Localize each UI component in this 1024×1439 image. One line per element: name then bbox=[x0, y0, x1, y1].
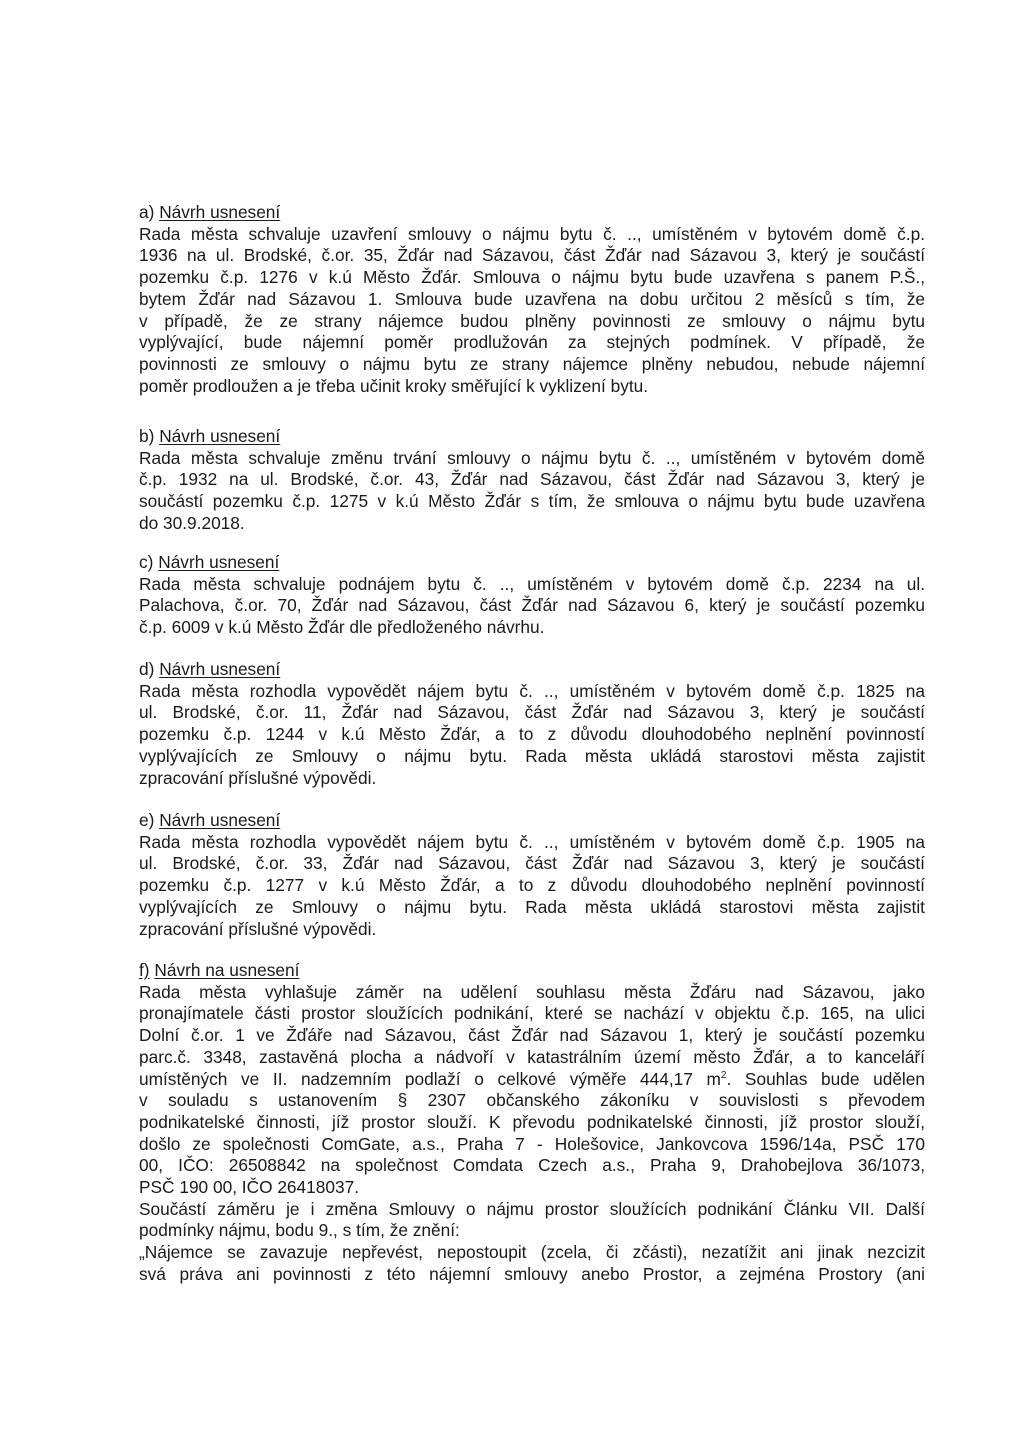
text-line: podnikatelské činnosti, jíž prostor slouží. K převodu podnikatelské činnosti, jíž prostor slouží, bbox=[139, 1111, 925, 1132]
text-line: v souladu s ustanovením § 2307 občanského zákoníku v souvislosti s převodem bbox=[139, 1090, 925, 1111]
text-line: Rada města schvaluje uzavření smlouvy o nájmu bytu č. .., umístěném v bytovém domě č.p. bbox=[139, 223, 925, 244]
text-line-area bbox=[139, 1069, 925, 1091]
resolution-text bbox=[139, 448, 925, 535]
resolution-text bbox=[139, 224, 925, 398]
resolution-text bbox=[139, 832, 925, 941]
text-line: v případě, že ze strany nájemce budou plněny povinnosti ze smlouvy o nájmu bytu bbox=[139, 310, 925, 331]
resolution-b bbox=[139, 426, 925, 535]
text-line: Dolní č.or. 1 ve Žďáře nad Sázavou, část Žďár nad Sázavou 1, který je součástí pozemku bbox=[139, 1025, 925, 1046]
text-line: Rada města schvaluje podnájem bytu č. .., umístěném v bytovém domě č.p. 2234 na ul. bbox=[139, 573, 925, 594]
resolution-title: Návrh na usnesení bbox=[154, 960, 300, 980]
text-line: zpracování příslušné výpovědi. bbox=[139, 767, 377, 788]
resolution-heading bbox=[139, 960, 925, 982]
text-line: 1936 na ul. Brodské, č.or. 35, Žďár nad Sázavou, část Žďár nad Sázavou 3, který je součástí bbox=[139, 245, 925, 266]
resolution-label: e) bbox=[139, 810, 155, 830]
area-superscript: 2 bbox=[720, 1069, 727, 1081]
resolution-heading bbox=[139, 659, 925, 681]
text-line: poměr prodloužen a je třeba učinit kroky směřující k vyklizení bytu. bbox=[139, 375, 649, 396]
text-line: vyplývající, bude nájemní poměr prodlužován za stejných podmínek. V případě, že bbox=[139, 332, 925, 353]
text-fragment: umístěných ve II. nadzemním podlaží o celkové výměře 444,17 m bbox=[139, 1068, 721, 1089]
text-line: pozemku č.p. 1276 v k.ú Město Žďár. Smlouva o nájmu bytu bude uzavřena s panem P.Š., bbox=[139, 267, 925, 288]
resolution-a bbox=[139, 202, 925, 397]
resolution-heading bbox=[139, 810, 925, 832]
resolution-c bbox=[139, 552, 925, 639]
resolution-title: Návrh usnesení bbox=[159, 659, 281, 679]
text-line: povinnosti ze smlouvy o nájmu bytu ze strany nájemce plněny nebudou, nebude nájemní bbox=[139, 353, 925, 374]
text-line: svá práva ani povinnosti z této nájemní smlouvy anebo Prostor, a zejména Prostory (ani bbox=[139, 1263, 925, 1284]
text-line: zpracování příslušné výpovědi. bbox=[139, 918, 377, 939]
text-line: do 30.9.2018. bbox=[139, 512, 245, 533]
text-line: Rada města vyhlašuje záměr na udělení souhlasu města Žďáru nad Sázavou, jako bbox=[139, 981, 925, 1002]
text-line: součástí pozemku č.p. 1275 v k.ú Město Žďár s tím, že smlouva o nájmu bytu bude uzavřena bbox=[139, 491, 925, 512]
text-line: č.p. 6009 v k.ú Město Žďár dle předloženého návrhu. bbox=[139, 617, 545, 638]
resolution-title: Návrh usnesení bbox=[159, 426, 281, 446]
resolution-label: f) bbox=[139, 960, 150, 980]
resolution-heading bbox=[139, 552, 925, 574]
resolution-e bbox=[139, 810, 925, 940]
resolution-d bbox=[139, 659, 925, 789]
text-fragment: . Souhlas bude udělen bbox=[726, 1068, 925, 1089]
text-line: pronajímatele části prostor sloužících podnikání, které se nachází v objektu č.p. 165, na ulici bbox=[139, 1003, 925, 1024]
resolution-label: b) bbox=[139, 426, 155, 446]
resolution-heading bbox=[139, 426, 925, 448]
text-line: Rada města rozhodla vypovědět nájem bytu č. .., umístěném v bytovém domě č.p. 1825 na bbox=[139, 680, 925, 701]
resolution-label: c) bbox=[139, 552, 154, 572]
resolution-label: d) bbox=[139, 659, 155, 679]
text-line: Rada města schvaluje změnu trvání smlouvy o nájmu bytu č. .., umístěném v bytovém domě bbox=[139, 447, 925, 468]
resolution-text bbox=[139, 982, 925, 1286]
resolution-text bbox=[139, 574, 925, 639]
resolution-title: Návrh usnesení bbox=[159, 202, 281, 222]
text-line: vyplývajících ze Smlouvy o nájmu bytu. Rada města ukládá starostovi města zajistit bbox=[139, 745, 925, 766]
text-line: došlo ze společnosti ComGate, a.s., Praha 7 - Holešovice, Jankovcova 1596/14a, PSČ 170 bbox=[139, 1133, 925, 1154]
text-line: parc.č. 3348, zastavěná plocha a nádvoří v katastrálním území město Žďár, a to kanceláří bbox=[139, 1046, 925, 1067]
text-line: 00, IČO: 26508842 na společnost Comdata Czech a.s., Praha 9, Drahobejlova 36/1073, bbox=[139, 1155, 925, 1176]
text-line: Součástí záměru je i změna Smlouvy o nájmu prostor sloužících podnikání Článku VII. Další bbox=[139, 1198, 925, 1219]
resolution-label: a) bbox=[139, 202, 155, 222]
text-line: Palachova, č.or. 70, Žďár nad Sázavou, část Žďár nad Sázavou 6, který je součástí pozemku bbox=[139, 595, 925, 616]
text-line: ul. Brodské, č.or. 11, Žďár nad Sázavou, část Žďár nad Sázavou 3, který je součástí bbox=[139, 702, 925, 723]
text-line: Rada města rozhodla vypovědět nájem bytu č. .., umístěném v bytovém domě č.p. 1905 na bbox=[139, 831, 925, 852]
text-line: ul. Brodské, č.or. 33, Žďár nad Sázavou, část Žďár nad Sázavou 3, který je součástí bbox=[139, 853, 925, 874]
resolution-title: Návrh usnesení bbox=[158, 552, 280, 572]
text-line: PSČ 190 00, IČO 26418037. bbox=[139, 1177, 360, 1198]
text-line: pozemku č.p. 1244 v k.ú Město Žďár, a to z důvodu dlouhodobého neplnění povinností bbox=[139, 724, 925, 745]
resolution-f bbox=[139, 960, 925, 1286]
text-line: podmínky nájmu, bodu 9., s tím, že znění: bbox=[139, 1220, 460, 1241]
text-line: bytem Žďár nad Sázavou 1. Smlouva bude uzavřena na dobu určitou 2 měsíců s tím, že bbox=[139, 288, 925, 309]
text-line: vyplývajících ze Smlouvy o nájmu bytu. Rada města ukládá starostovi města zajistit bbox=[139, 896, 925, 917]
text-line: „Nájemce se zavazuje nepřevést, nepostoupit (zcela, či zčásti), nezatížit ani jinak nezcizit bbox=[139, 1242, 925, 1263]
resolution-title: Návrh usnesení bbox=[159, 810, 281, 830]
resolution-heading bbox=[139, 202, 925, 224]
text-line: pozemku č.p. 1277 v k.ú Město Žďár, a to z důvodu dlouhodobého neplnění povinností bbox=[139, 875, 925, 896]
text-line: č.p. 1932 na ul. Brodské, č.or. 43, Žďár nad Sázavou, část Žďár nad Sázavou 3, který je bbox=[139, 469, 925, 490]
resolution-text bbox=[139, 681, 925, 790]
